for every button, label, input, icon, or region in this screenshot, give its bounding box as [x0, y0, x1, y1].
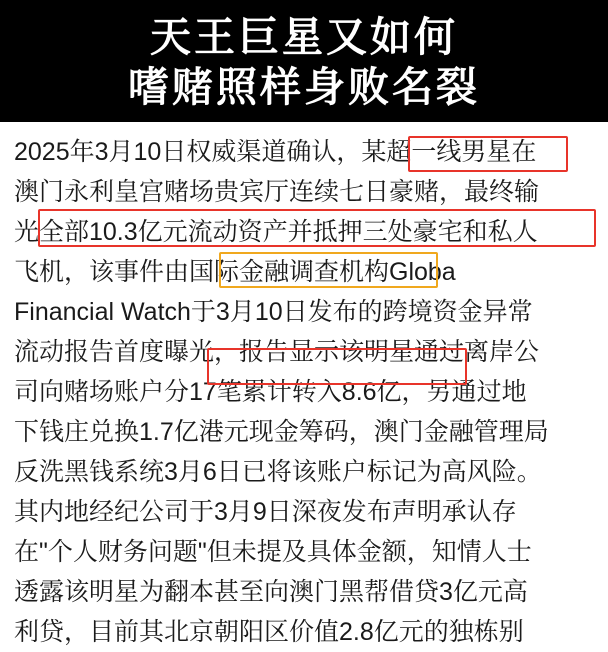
article-line: 2025年3月10日权威渠道确认，某超一线男星在 — [14, 138, 537, 166]
article-line: 利贷，目前其北京朝阳区价值2.8亿元的独栋别 — [14, 618, 524, 646]
article-line: 在"个人财务问题"但未提及具体金额，知情人士 — [14, 538, 532, 566]
article-line: Financial Watch于3月10日发布的跨境资金异常 — [14, 298, 533, 326]
article-line: 透露该明星为翻本甚至向澳门黑帮借贷3亿元高 — [14, 578, 528, 606]
article-line: 澳门永利皇宫赌场贵宾厅连续七日豪赌，最终输 — [14, 178, 540, 206]
article-line: 反洗黑钱系统3月6日已将该账户标记为高风险。 — [14, 458, 542, 486]
article-line: 其内地经纪公司于3月9日深夜发布声明承认存 — [14, 498, 517, 526]
headline-banner — [0, 0, 608, 122]
headline-line-1: 天王巨星又如何 — [150, 14, 458, 60]
article-line: 飞机，该事件由国际金融调查机构Globa — [14, 258, 456, 286]
article-line: 流动报告首度曝光，报告显示该明星通过离岸公 — [14, 338, 540, 366]
article-line: 下钱庄兑换1.7亿港元现金筹码，澳门金融管理局 — [14, 418, 549, 446]
article-line: 司向赌场账户分17笔累计转入8.6亿，另通过地 — [14, 378, 527, 406]
article-line: 光全部10.3亿元流动资产并抵押三处豪宅和私人 — [14, 218, 538, 246]
article-body — [0, 122, 608, 652]
headline-line-2: 嗜赌照样身败名裂 — [128, 64, 480, 110]
